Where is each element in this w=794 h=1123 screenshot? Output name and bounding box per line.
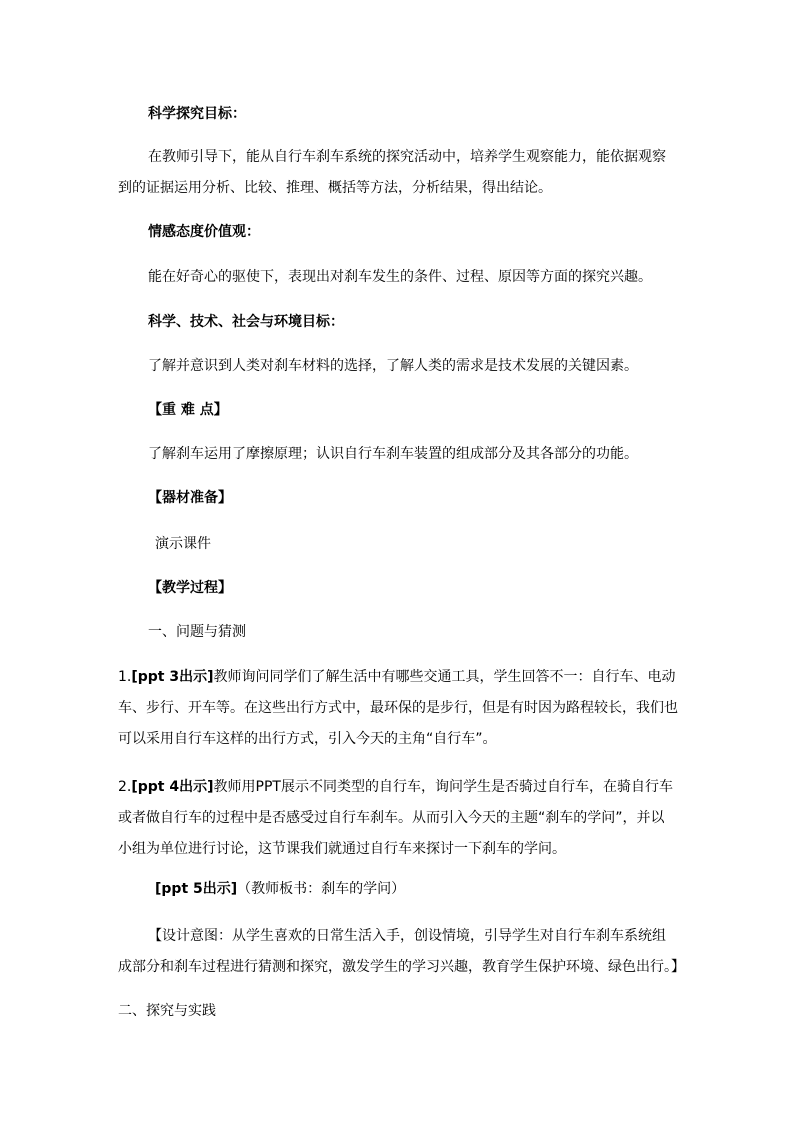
materials-heading: 【器材准备】 <box>148 490 232 506</box>
key-points-heading: 【重 难 点】 <box>148 402 228 418</box>
section-two-title: 二、探究与实践 <box>118 1003 216 1019</box>
materials-text: 演示课件 <box>155 536 211 552</box>
design-intent-text: 【设计意图：从学生喜欢的日常生活入手，创设情境，引导学生对自行车刹车系统组成部分和刹车过程进行猜测和探究，激发学生的学习兴趣，教育学生保护环境、绿色出行。】 <box>118 928 685 975</box>
section-one-title: 一、问题与猜测 <box>148 624 246 640</box>
process-item-2 <box>118 772 678 865</box>
emotion-goal-text: 能在好奇心的驱使下，表现出对刹车发生的条件、过程、原因等方面的探究兴趣。 <box>148 269 652 285</box>
emotion-goal-heading: 情感态度价值观： <box>148 224 260 240</box>
process-item-1 <box>118 662 678 755</box>
item-1-slide-tag: [ppt 3出示] <box>131 669 214 685</box>
item-3-text: （教师板书：刹车的学问） <box>237 881 406 897</box>
item-1-number: 1. <box>118 669 132 685</box>
sts-goal-text: 了解并意识到人类对刹车材料的选择，了解人类的需求是技术发展的关键因素。 <box>148 358 638 374</box>
item-2-text: 教师用PPT展示不同类型的自行车，询问学生是否骑过自行车，在骑自行车或者做自行车的过程中是否感受过自行车刹车。从而引入今天的主题“刹车的学问”，并以小组为单位进行讨论，这节课我们就通过自行车来探讨一下刹车的学问。 <box>118 779 673 857</box>
item-3-slide-tag: [ppt 5出示] <box>155 881 238 897</box>
science-goal-text: 在教师引导下，能从自行车刹车系统的探究活动中，培养学生观察能力，能依据观察到的证据运用分析、比较、推理、概括等方法，分析结果，得出结论。 <box>118 149 666 196</box>
process-item-3 <box>155 879 715 899</box>
key-points-text: 了解刹车运用了摩擦原理；认识自行车刹车装置的组成部分及其各部分的功能。 <box>148 446 638 462</box>
item-1-text: 教师询问同学们了解生活中有哪些交通工具，学生回答不一：自行车、电动车、步行、开车等。在这些出行方式中，最环保的是步行，但是有时因为路程较长，我们也可以采用自行车这样的出行方式，引入今天的主角“自行车”。 <box>118 669 678 747</box>
item-2-number: 2. <box>118 779 132 795</box>
science-goal-heading: 科学探究目标： <box>148 106 246 122</box>
sts-goal-heading: 科学、技术、社会与环境目标： <box>148 314 344 330</box>
item-2-slide-tag: [ppt 4出示] <box>131 779 214 795</box>
process-heading: 【教学过程】 <box>148 580 232 596</box>
